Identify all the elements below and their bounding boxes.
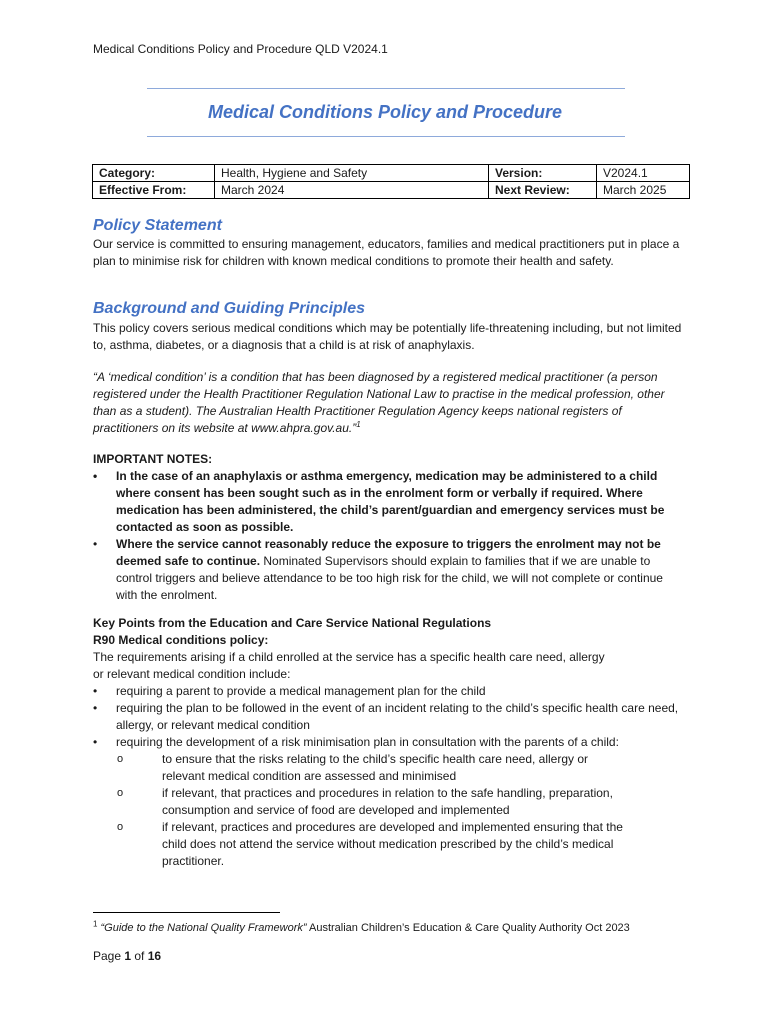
important-note-item <box>93 468 683 536</box>
page-header: Medical Conditions Policy and Procedure QLD V2024.1 <box>93 42 388 56</box>
bullet-1-text: requiring a parent to provide a medical management plan for the child <box>116 684 486 698</box>
important-notes <box>93 451 683 604</box>
sub-3-text: if relevant, practices and procedures are developed and implemented ensuring that the child does not attend the service without medication prescribed by the child’s medical practitioner. <box>162 820 623 868</box>
note-1-text: In the case of an anaphylaxis or asthma emergency, medication may be administered to a child where consent has been sought such as in the enrolment form or verbally if required. Where medication has been administered, the child’s parent/guardian and emergency services must be contacted as soon as possible. <box>116 469 665 534</box>
page-current: 1 <box>124 949 132 963</box>
important-notes-heading: IMPORTANT NOTES: <box>93 452 213 466</box>
document-title: Medical Conditions Policy and Procedure <box>207 102 563 122</box>
note-2-bold-text: Where the service cannot reasonably reduce the exposure to triggers the enrolment may not be deemed safe to continue. <box>116 537 661 568</box>
version-value: V2024.1 <box>597 165 690 182</box>
key-points-section <box>93 615 683 870</box>
footnote-text: Australian Children’s Education & Care Quality Authority Oct 2023 <box>306 922 630 934</box>
sub-list-item <box>93 751 623 785</box>
effective-from-label: Effective From: <box>93 182 215 199</box>
quote-text: “A ‘medical condition’ is a condition that has been diagnosed by a registered medical practitioner (a person registered under the Health Practitioner Regulation National Law to practise in the medical profession, other than as a student). The Australian Health Practitioner Regulation Agency keeps national registers of practitioners on its website at www.ahpra.gov.au.” <box>93 370 665 435</box>
policy-statement-heading: Policy Statement <box>93 217 222 234</box>
r90-heading: R90 Medical conditions policy: <box>93 633 269 647</box>
next-review-value: March 2025 <box>597 182 690 199</box>
list-item <box>93 700 683 734</box>
title-rule-bottom <box>147 136 625 137</box>
category-value: Health, Hygiene and Safety <box>215 165 489 182</box>
sub-2-text: if relevant, that practices and procedures in relation to the safe handling, preparation, consumption and service of food are developed and implemented <box>162 786 613 817</box>
list-item <box>93 683 683 700</box>
background-body: This policy covers serious medical conditions which may be potentially life-threatening including, but not limited to, asthma, diabetes, or a diagnosis that a child is at risk of anaphylaxis. <box>93 321 682 352</box>
footnote-separator <box>93 912 280 913</box>
page-of: of <box>131 949 148 963</box>
medical-condition-quote <box>93 369 683 437</box>
bullet-2-text: requiring the plan to be followed in the event of an incident relating to the child’s specific health care need, allergy, or relevant medical condition <box>116 701 679 732</box>
page-total: 16 <box>147 949 162 963</box>
next-review-label: Next Review: <box>489 182 597 199</box>
page-number <box>93 949 161 963</box>
r90-intro-line-2: or relevant medical condition include: <box>93 667 291 681</box>
policy-statement-body: Our service is committed to ensuring management, educators, families and medical practitioners put in place a plan to minimise risk for children with known medical conditions to promote their health and safety. <box>93 237 680 268</box>
list-item <box>93 734 683 870</box>
effective-from-value: March 2024 <box>215 182 489 199</box>
bullet-3-text: requiring the development of a risk minimisation plan in consultation with the parents of a child: <box>116 735 619 749</box>
title-rule-top <box>147 88 625 89</box>
sub-list-item <box>93 819 623 870</box>
background-heading: Background and Guiding Principles <box>93 300 366 317</box>
sub-1-text: to ensure that the risks relating to the child’s specific health care need, allergy or relevant medical condition are assessed and minimised <box>162 752 589 783</box>
important-note-item <box>93 536 683 604</box>
policy-meta-table <box>92 164 690 199</box>
footnote-number: 1 <box>93 919 98 929</box>
category-label: Category: <box>93 165 215 182</box>
key-points-heading: Key Points from the Education and Care Service National Regulations <box>93 616 492 630</box>
sub-list-item <box>93 785 623 819</box>
footnote-title: “Guide to the National Quality Framework” <box>100 922 307 934</box>
r90-intro-line-1: The requirements arising if a child enrolled at the service has a specific health care need, allergy <box>93 650 605 664</box>
page-prefix: Page <box>93 949 125 963</box>
version-label: Version: <box>489 165 597 182</box>
note-2-text: Nominated Supervisors should explain to families that if we are unable to control triggers and believe attendance to be too high risk for the child, we will not complete or continue with the enrolment. <box>116 554 663 602</box>
footnote <box>93 919 693 934</box>
footnote-ref[interactable]: 1 <box>356 420 361 429</box>
